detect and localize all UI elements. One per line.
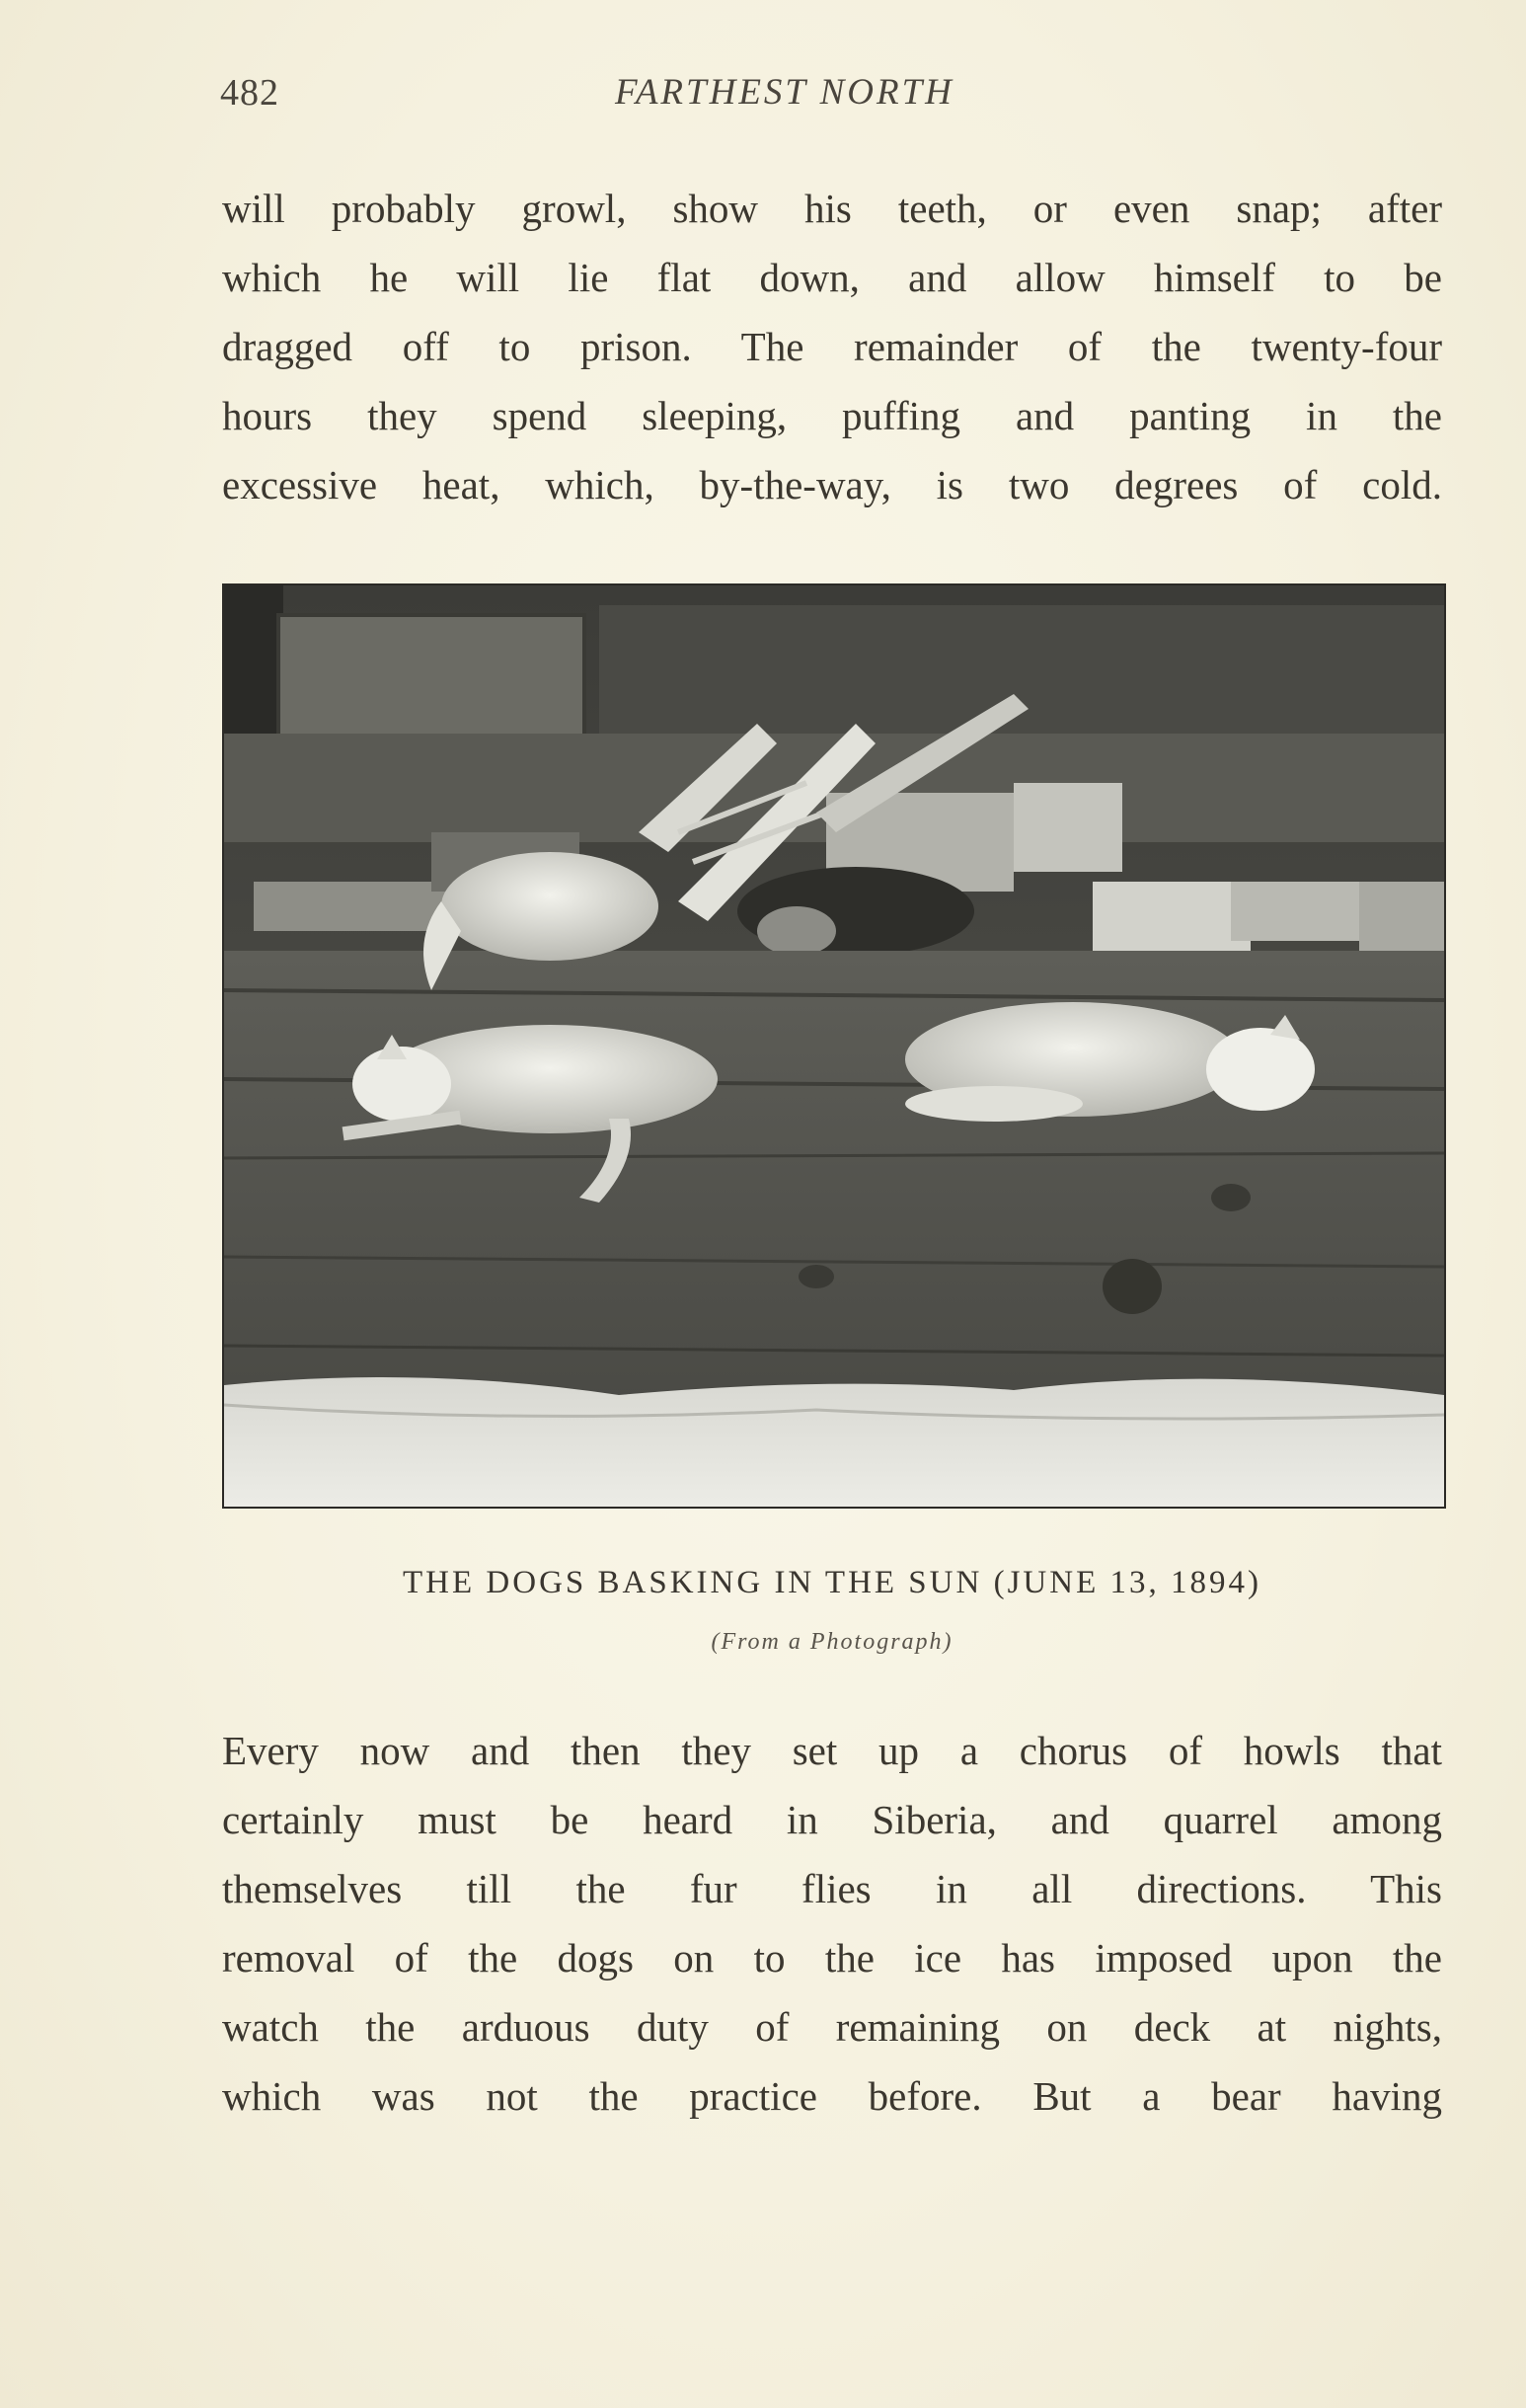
text-line: removal of the dogs on to the ice has imposed upon the (222, 1935, 1442, 1981)
body-text-top (222, 174, 1442, 519)
page-number: 482 (220, 72, 279, 114)
text-line: which was not the practice before. But a bear having (222, 2073, 1442, 2119)
text-line: will probably growl, show his teeth, or even snap; after (222, 186, 1442, 231)
running-title: FARTHEST NORTH (615, 72, 954, 113)
text-line: certainly must be heard in Siberia, and quarrel among (222, 1797, 1442, 1842)
figure-caption: THE DOGS BASKING IN THE SUN (JUNE 13, 1894) (403, 1565, 1261, 1600)
text-line: themselves till the fur flies in all directions. This (222, 1866, 1442, 1911)
figure-credit: (From a Photograph) (711, 1629, 954, 1655)
body-text-bottom (222, 1716, 1442, 2131)
text-line: which he will lie flat down, and allow himself to be (222, 255, 1442, 300)
text-line: excessive heat, which, by-the-way, is two degrees of cold. (222, 462, 1442, 507)
text-line: dragged off to prison. The remainder of the twenty-four (222, 324, 1442, 369)
text-line: watch the arduous duty of remaining on deck at nights, (222, 2004, 1442, 2050)
photograph-plate (222, 583, 1446, 1509)
text-line: Every now and then they set up a chorus of howls that (222, 1728, 1442, 1773)
dogs-photograph (224, 585, 1444, 1507)
running-head (220, 71, 1444, 130)
text-line: hours they spend sleeping, puffing and panting in the (222, 393, 1442, 438)
